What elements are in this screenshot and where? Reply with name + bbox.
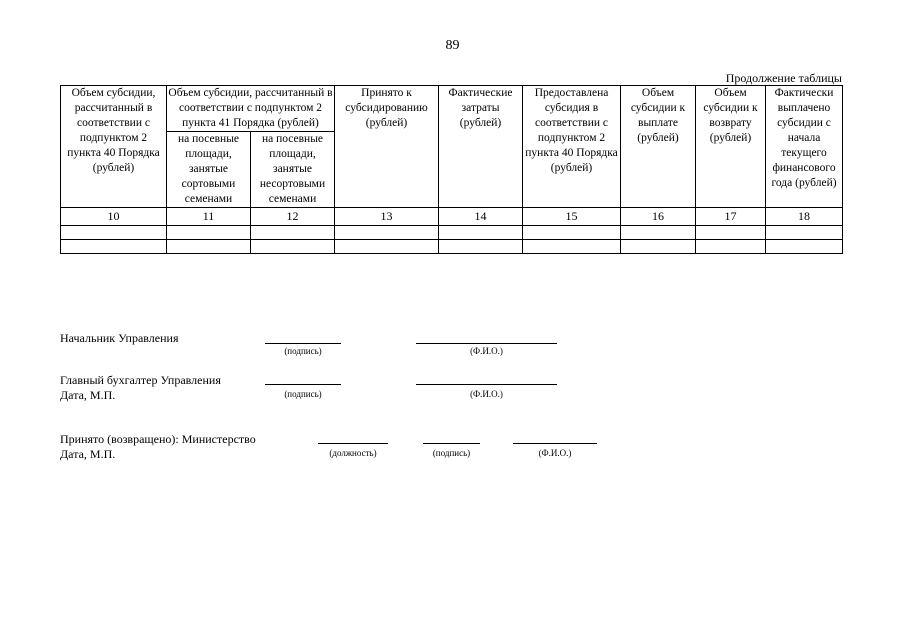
header-col-10: Объем субсидии, рассчитанный в соответствии с подпунктом 2 пункта 40 Порядка (рублей) bbox=[61, 86, 167, 208]
column-number: 16 bbox=[621, 208, 696, 226]
name-line bbox=[513, 443, 597, 444]
report-table bbox=[60, 85, 843, 254]
table-row bbox=[61, 226, 843, 240]
table-cell bbox=[335, 240, 439, 254]
header-col-13: Принято к субсидированию (рублей) bbox=[335, 86, 439, 208]
table-cell bbox=[523, 240, 621, 254]
table-cell bbox=[523, 226, 621, 240]
table-cell bbox=[61, 226, 167, 240]
table-cell bbox=[696, 226, 766, 240]
signature-caption: (подпись) bbox=[284, 389, 322, 399]
table-row bbox=[61, 240, 843, 254]
table-cell bbox=[61, 240, 167, 254]
date-stamp-label: Дата, М.П. bbox=[60, 388, 116, 402]
table-cell bbox=[766, 240, 843, 254]
column-number: 15 bbox=[523, 208, 621, 226]
header-col-11: на посевные площади, занятые сортовыми семенами bbox=[167, 132, 251, 208]
signer-title: Главный бухгалтер Управления bbox=[60, 373, 221, 387]
column-number: 10 bbox=[61, 208, 167, 226]
signature-caption: (подпись) bbox=[432, 448, 471, 458]
name-caption: (Ф.И.О.) bbox=[470, 346, 503, 356]
name-caption: (Ф.И.О.) bbox=[538, 448, 572, 458]
header-col-15: Предоставлена субсидия в соответствии с подпунктом 2 пункта 40 Порядка (рублей) bbox=[523, 86, 621, 208]
column-number: 12 bbox=[251, 208, 335, 226]
table-cell bbox=[167, 226, 251, 240]
signature-line bbox=[265, 343, 341, 344]
header-col-14: Фактические затраты (рублей) bbox=[439, 86, 523, 208]
name-line bbox=[416, 343, 557, 344]
position-caption: (должность) bbox=[329, 448, 377, 458]
table-cell bbox=[251, 240, 335, 254]
continuation-label: Продолжение таблицы bbox=[725, 71, 842, 85]
table-cell bbox=[251, 226, 335, 240]
signature-line bbox=[265, 384, 341, 385]
column-number: 14 bbox=[439, 208, 523, 226]
column-number: 11 bbox=[167, 208, 251, 226]
signer-title: Принято (возвращено): Министерство bbox=[60, 432, 256, 446]
table-cell bbox=[439, 240, 523, 254]
table-cell bbox=[696, 240, 766, 254]
name-caption: (Ф.И.О.) bbox=[470, 389, 503, 399]
table-cell bbox=[335, 226, 439, 240]
signature-line bbox=[423, 443, 480, 444]
column-number: 13 bbox=[335, 208, 439, 226]
column-number: 18 bbox=[766, 208, 843, 226]
table-cell bbox=[621, 226, 696, 240]
header-group-11-12: Объем субсидии, рассчитанный в соответствии с подпунктом 2 пункта 41 Порядка (рублей) bbox=[167, 86, 335, 132]
table-cell bbox=[621, 240, 696, 254]
table-cell bbox=[766, 226, 843, 240]
header-col-12: на посевные площади, занятые несортовыми семенами bbox=[251, 132, 335, 208]
signer-title: Начальник Управления bbox=[60, 331, 179, 345]
name-line bbox=[416, 384, 557, 385]
column-number-row bbox=[61, 208, 843, 226]
table-cell bbox=[439, 226, 523, 240]
position-line bbox=[318, 443, 388, 444]
table-cell bbox=[167, 240, 251, 254]
header-col-16: Объем субсидии к выплате (рублей) bbox=[621, 86, 696, 208]
signature-caption: (подпись) bbox=[284, 346, 322, 356]
page-number: 89 bbox=[445, 38, 460, 53]
header-col-18: Фактически выплачено субсидии с начала текущего финансового года (рублей) bbox=[766, 86, 843, 208]
header-col-17: Объем субсидии к возврату (рублей) bbox=[696, 86, 766, 208]
date-stamp-label: Дата, М.П. bbox=[60, 447, 116, 461]
column-number: 17 bbox=[696, 208, 766, 226]
